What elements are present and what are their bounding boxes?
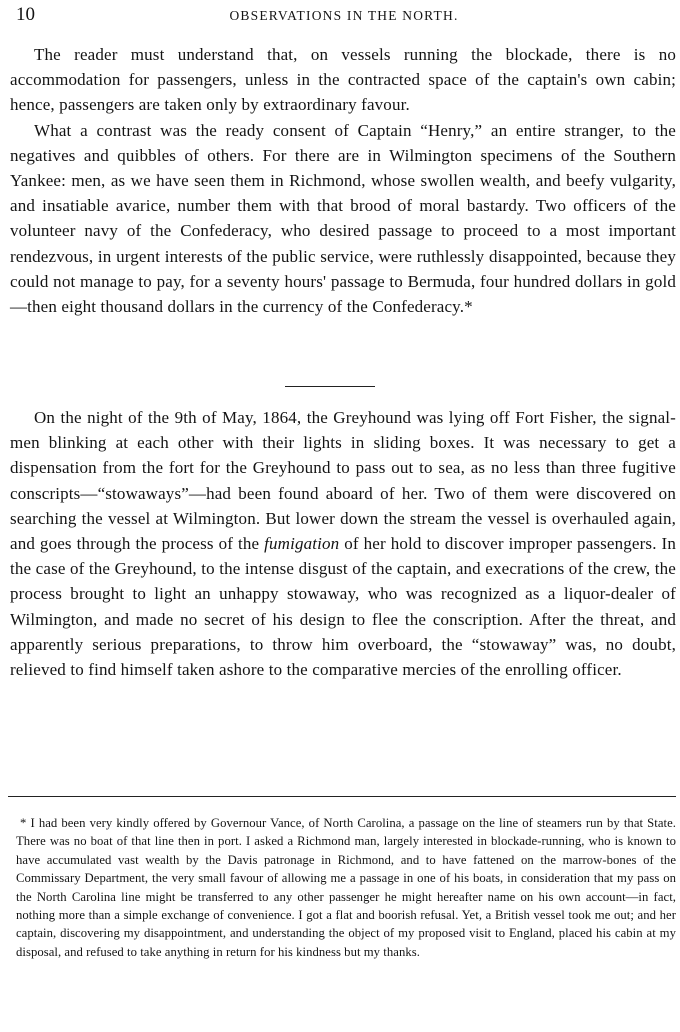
page-header	[16, 4, 672, 26]
body-text-section-1	[10, 42, 676, 319]
section-divider	[285, 386, 375, 387]
paragraph-text-end: of her hold to discover improper passengers. In the case of the Greyhound, to the intense disgust of the captain, and execrations of the crew, the process brought to light an unhappy stowaway, who was recognized as a liquor-dealer of Wilmington, and made no secret of his design to flee the conscription. After the threat, and apparently serious preparations, to throw him overboard, the “stowaway” was, no doubt, relieved to find himself taken ashore to the comparative mercies of the enrolling officer.	[10, 534, 676, 680]
running-head: OBSERVATIONS IN THE NORTH.	[229, 8, 459, 23]
footnote	[16, 814, 676, 961]
paragraph-greyhound-night	[10, 405, 676, 682]
italic-word-fumigation: fumigation	[264, 534, 340, 554]
paragraph-cabin-passengers: The reader must understand that, on vessels running the blockade, there is no accommodation for passengers, unless in the contracted space of the captain's own cabin; hence, passengers are taken only by extraordinary favour.	[10, 45, 676, 115]
paragraph-text-start: On the night of the 9th of May, 1864, the Greyhound was lying off Fort Fisher, the signal-men blinking at each other with their lights in sliding boxes. It was necessary to get a dispensation from the fort for the Greyhound to pass out to sea, as no less than three fugitive conscripts—“stowaways”—had been found aboard of her. Two of them were discovered on searching the vessel at Wilmington. But lower down the stream the vessel is overhauled again, and goes through the process of the	[10, 408, 676, 554]
footnote-divider	[8, 796, 676, 797]
body-text-section-2	[10, 405, 676, 682]
paragraph-captain-henry: What a contrast was the ready consent of Captain “Henry,” an entire stranger, to the negatives and quibbles of others. For there are in Wilmington specimens of the Southern Yankee: men, as we have seen them in Richmond, whose swollen wealth, and beefy vulgarity, and insatiable avarice, number them with that brood of moral bastardy. Two officers of the volunteer navy of the Confederacy, who desired passage to proceed to a most important rendezvous, in urgent interests of the public service, were ruthlessly disappointed, because they could not manage to pay, for a seventy hours' passage to Bermuda, four hundred dollars in gold—then eight thousand dollars in the currency of the Confederacy.*	[10, 120, 676, 317]
page-number: 10	[16, 4, 35, 25]
footnote-text: * I had been very kindly offered by Governour Vance, of North Carolina, a passage on the line of steamers run by that State. There was no boat of that line then in port. I asked a Richmond man, largely interested in blockade-running, who is known to have accumulated vast wealth by the Davis patronage in Richmond, and to have fattened on the marrow-bones of the Commissary Department, the very small favour of allowing me a passage in one of his boats, in consideration that my pass on the North Carolina line might be transferred to any other passenger he might hereafter name on his own account—in fact, nothing more than a simple exchange of convenience. I got a flat and boorish refusal. Yet, a British vessel took me out; and her captain, discovering my disappointment, and understanding the object of my proposed visit to England, placed his cabin at my disposal, and refused to take anything in return for his kindness but my thanks.	[16, 816, 676, 959]
